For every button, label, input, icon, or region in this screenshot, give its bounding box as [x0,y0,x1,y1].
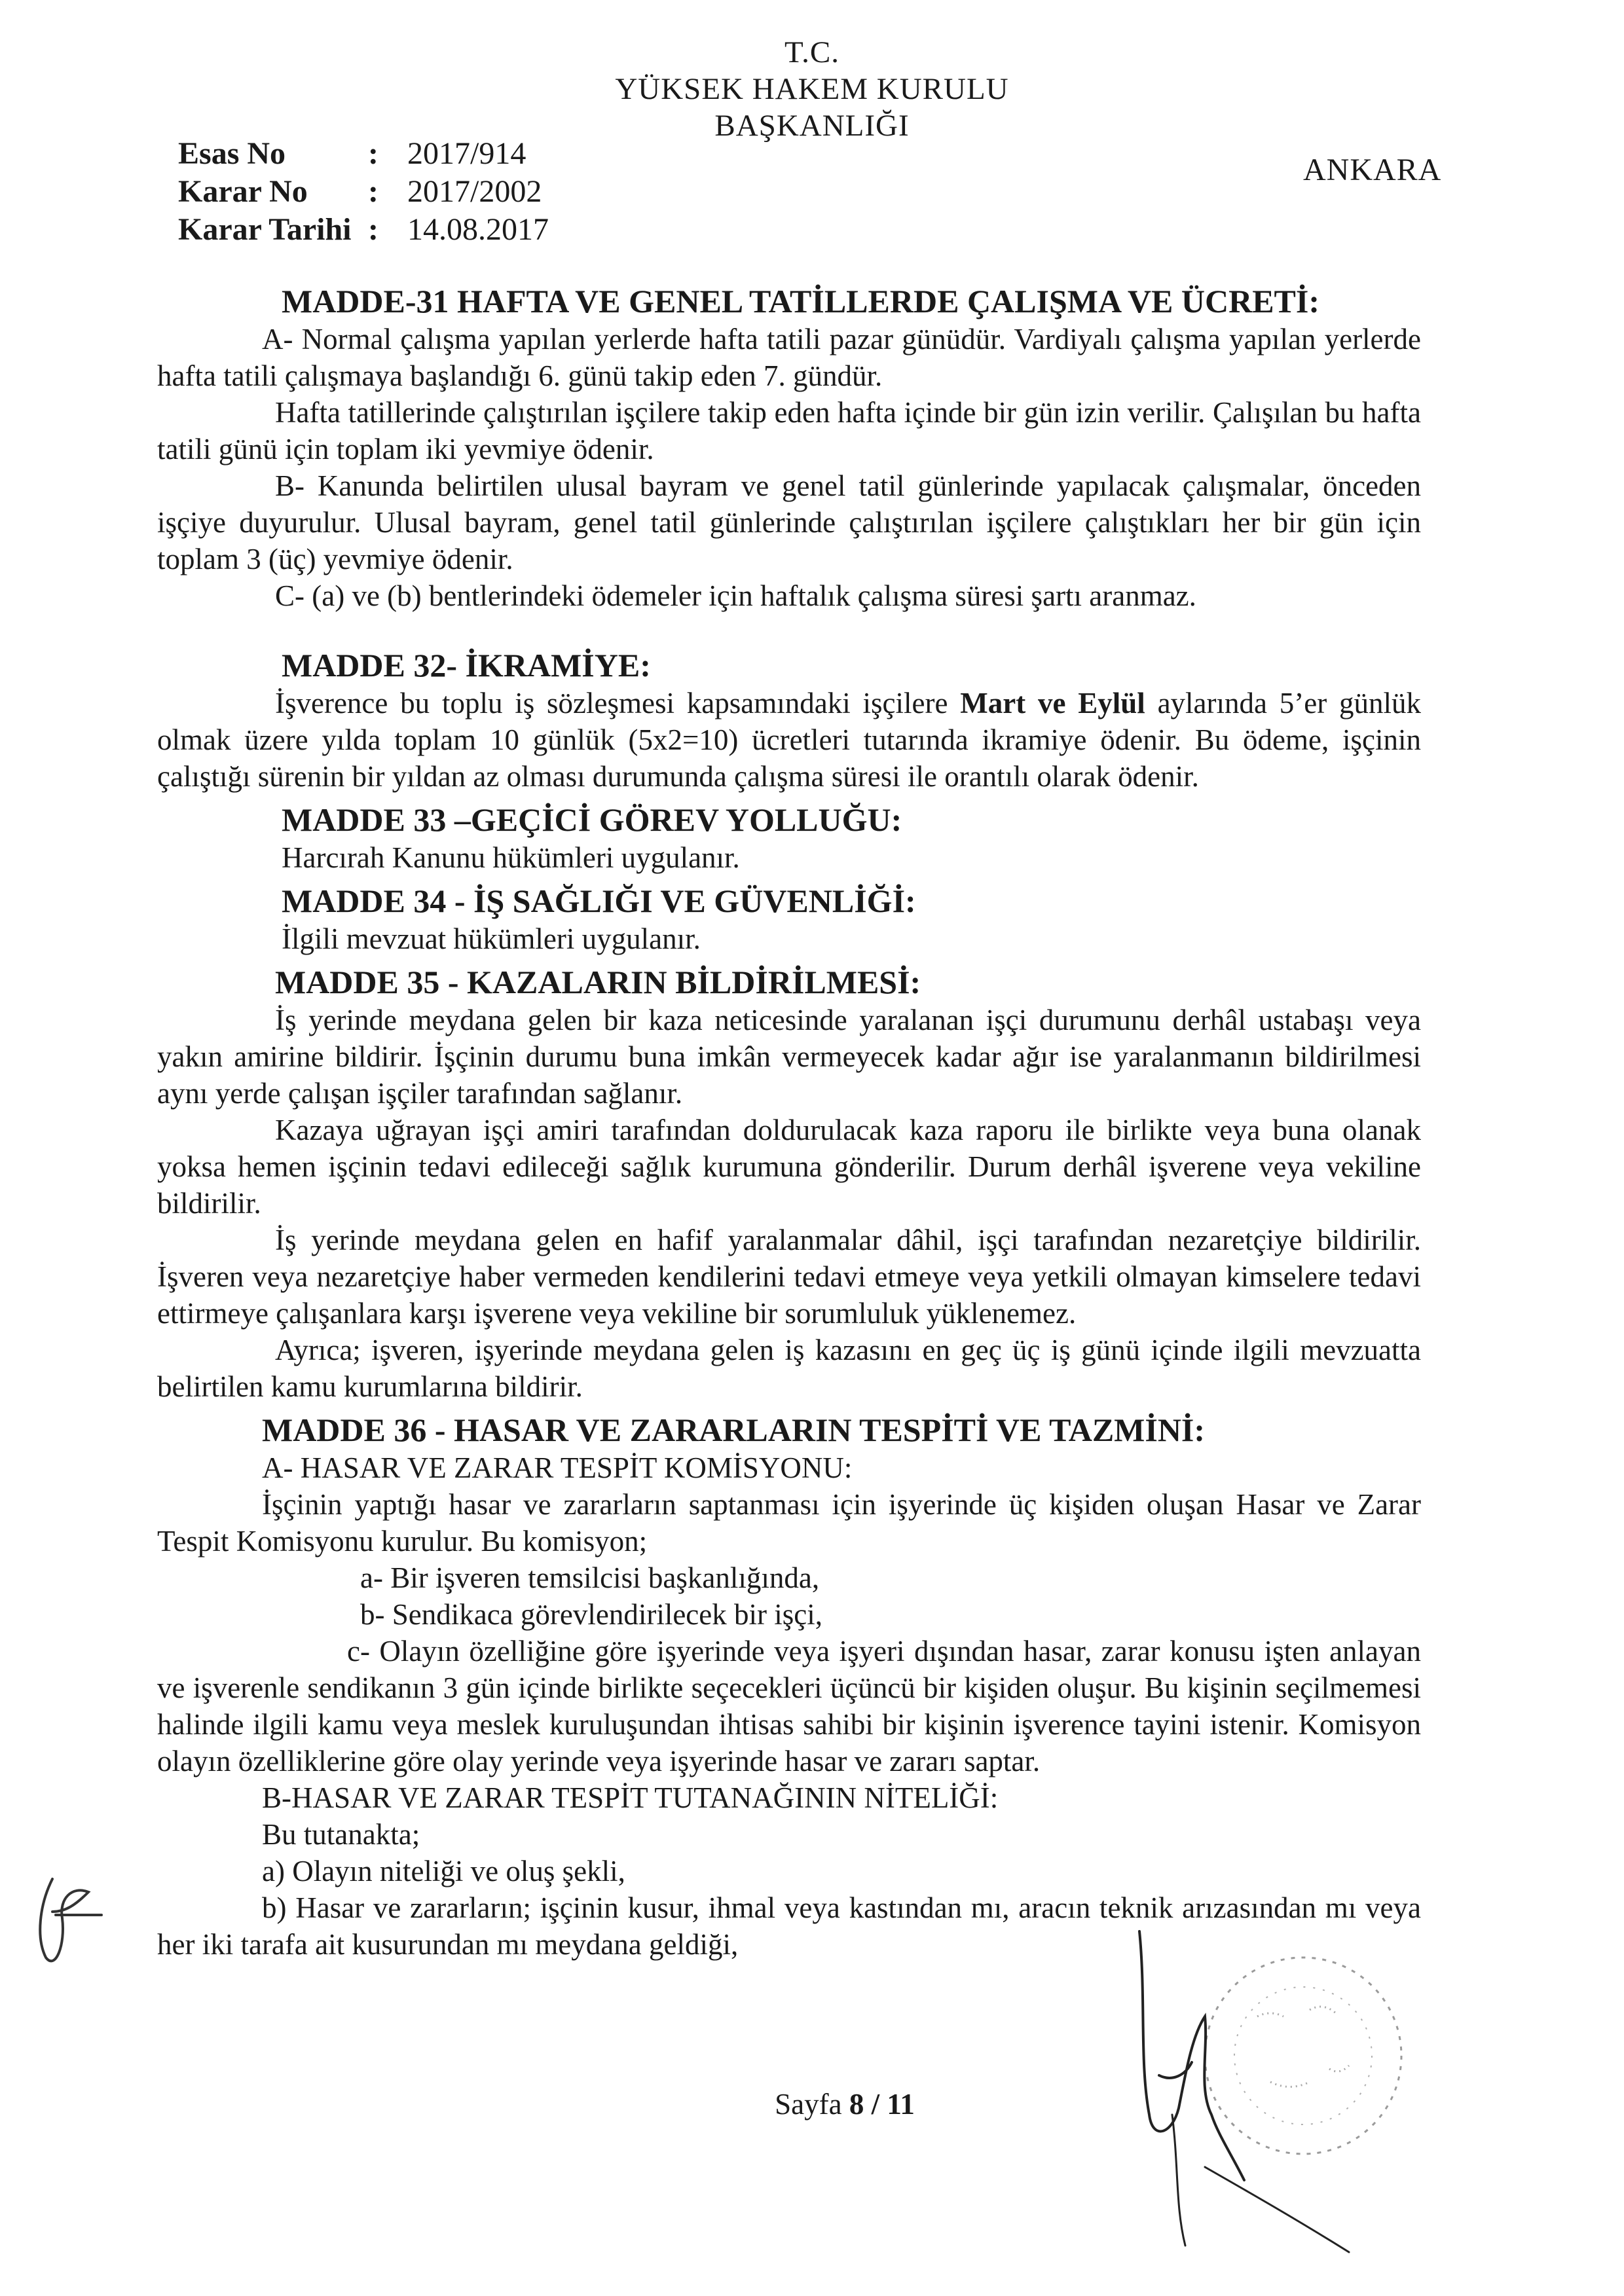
article-31-para-b: B- Kanunda belirtilen ulusal bayram ve genel tatil günlerinde yapılacak çalışmalar, önceden işçiye duyurulur. Ulusal bayram, genel tatil günlerinde çalıştırılan işçilere çalıştıkları her bir gün için toplam 3 (üç) yevmiye ödenir. [157,469,1421,575]
article-36-list-a: a- Bir işveren temsilcisi başkanlığında, [360,1561,820,1594]
article-36-item-a: a) Olayın niteliği ve oluş şekli, [262,1855,625,1887]
article-36-list-c: c- Olayın özelliğine göre işyerinde veya işyeri dışından hasar, zarar konusu işten anlayan ve işverenle sendikanın 3 gün içinde birlikte seçecekleri üçüncü bir kişiden oluşur. Bu kişinin seçilmemesi halinde ilgili kamu veya meslek kuruluşundan ihtisas sahibi bir kişinin işverence tayini istenir. Komisyon olayın özelliklerine göre olay yerinde veya işyerinde hasar ve zararı saptar. [157,1635,1421,1777]
article-31-heading: MADDE-31 HAFTA VE GENEL TATİLLERDE ÇALIŞMA VE ÜCRETİ: [282,283,1320,319]
page-total: 11 [887,2088,915,2121]
meta-colon: : [368,136,378,171]
meta-value: 14.08.2017 [407,212,549,247]
article-36-item-b: b) Hasar ve zararların; işçinin kusur, ihmal veya kastından mı, aracın teknik arızasından mı veya her iki tarafa ait kusurundan mı meydana geldiği, [157,1891,1421,1961]
article-33-text: Harcırah Kanunu hükümleri uygulanır. [282,841,740,874]
page-prefix: Sayfa [775,2088,849,2121]
article-35-para-3: İş yerinde meydana gelen en hafif yaralanmalar dâhil, işçi tarafından nezaretçiye bildirilir. İşveren veya nezaretçiye haber vermeden kendilerini tedavi etmeye veya yetkili olmayan kimselere tedavi ettirmeye çalışanlara karşı işverene veya vekiline bir sorumluluk yüklenemez. [157,1224,1421,1330]
article-34-heading: MADDE 34 - İŞ SAĞLIĞI VE GÜVENLİĞİ: [282,883,916,919]
article-33-heading: MADDE 33 –GEÇİCİ GÖREV YOLLUĞU: [282,801,902,838]
header-city: ANKARA [1303,153,1442,187]
meta-value: 2017/914 [407,136,526,171]
article-31-para-a: A- Normal çalışma yapılan yerlerde hafta tatili pazar günüdür. Vardiyalı çalışma yapılan yerlerde hafta tatili çalışmaya başlandığı 6. günü takip eden 7. gündür. [157,323,1421,392]
meta-esas-no [178,135,549,173]
page-separator: / [864,2088,887,2121]
article-36-para-a: İşçinin yaptığı hasar ve zararların saptanması için işyerinde üç kişiden oluşan Hasar ve Zarar Tespit Komisyonu kurulur. Bu komisyon; [157,1488,1421,1558]
article-36-list-b: b- Sendikaca görevlendirilecek bir işçi, [360,1598,822,1631]
meta-colon: : [368,174,378,209]
header-department: BAŞKANLIĞI [714,109,910,143]
article-35-para-4: Ayrıca; işveren, işyerinde meydana gelen iş kazasını en geç üç iş günü içinde ilgili mevzuatta belirtilen kamu kurumlarına bildirir. [157,1334,1421,1403]
article-36-para-b: Bu tutanakta; [262,1818,420,1851]
header-tc: T.C. [784,35,840,69]
article-31-para-a2: Hafta tatillerinde çalıştırılan işçilere takip eden hafta içinde bir gün izin verilir. Çalışılan bu hafta tatili günü için toplam iki yevmiye ödenir. [157,396,1421,465]
article-32-months: Mart ve Eylül [960,687,1145,720]
page-current: 8 [849,2088,864,2121]
meta-value: 2017/2002 [407,174,542,209]
article-36-sub-b: B-HASAR VE ZARAR TESPİT TUTANAĞININ NİTELİĞİ: [262,1781,999,1814]
meta-colon: : [368,212,378,247]
case-meta [178,135,549,249]
meta-label: Esas No [178,136,286,171]
article-32-para [157,685,1421,795]
article-36-heading: MADDE 36 - HASAR VE ZARARLARIN TESPİTİ VE TAZMİNİ: [262,1412,1206,1448]
article-31-para-c: C- (a) ve (b) bentlerindeki ödemeler için haftalık çalışma süresi şartı aranmaz. [275,579,1196,612]
handwritten-signature-icon [1100,1918,1401,2259]
header-institution: YÜKSEK HAKEM KURULU [615,72,1009,106]
article-35-para-2: Kazaya uğrayan işçi amiri tarafından doldurulacak kaza raporu ile birlikte veya buna olanak yoksa hemen işçinin tedavi edileceği sağlık kurumuna gönderilir. Durum derhâl işverene veya vekiline bildirilir. [157,1114,1421,1220]
article-32-text-2: aylarında 5’er günlük olmak üzere yılda toplam 10 günlük (5x2=10) ücretleri tutarında ikramiye ödenir. Bu ödeme, işçinin çalıştığı sürenin bir yıldan az olması durumunda çalışma süresi ile orantılı olarak ödenir. [157,687,1422,793]
handwritten-initials-icon [26,1866,111,1977]
article-35-para-1: İş yerinde meydana gelen bir kaza neticesinde yaralanan işçi durumunu derhâl ustabaşı veya yakın amirine bildirir. İşçinin durumu buna imkân vermeyecek kadar ağır ise yaralanmanın bildirilmesi aynı yerde çalışan işçiler tarafından sağlanır. [157,1004,1421,1110]
article-35-heading: MADDE 35 - KAZALARIN BİLDİRİLMESİ: [275,964,921,1000]
article-32-heading: MADDE 32- İKRAMİYE: [282,647,651,683]
article-34-text: İlgili mevzuat hükümleri uygulanır. [282,922,701,955]
document-body [157,282,1421,1963]
article-36-sub-a: A- HASAR VE ZARAR TESPİT KOMİSYONU: [262,1451,853,1484]
meta-label: Karar Tarihi [178,212,352,247]
meta-karar-tarihi [178,211,549,249]
meta-label: Karar No [178,174,308,209]
meta-karar-no [178,173,549,211]
article-32-text-1: İşverence bu toplu iş sözleşmesi kapsamındaki işçilere [275,687,961,720]
page-number [681,2087,1008,2121]
